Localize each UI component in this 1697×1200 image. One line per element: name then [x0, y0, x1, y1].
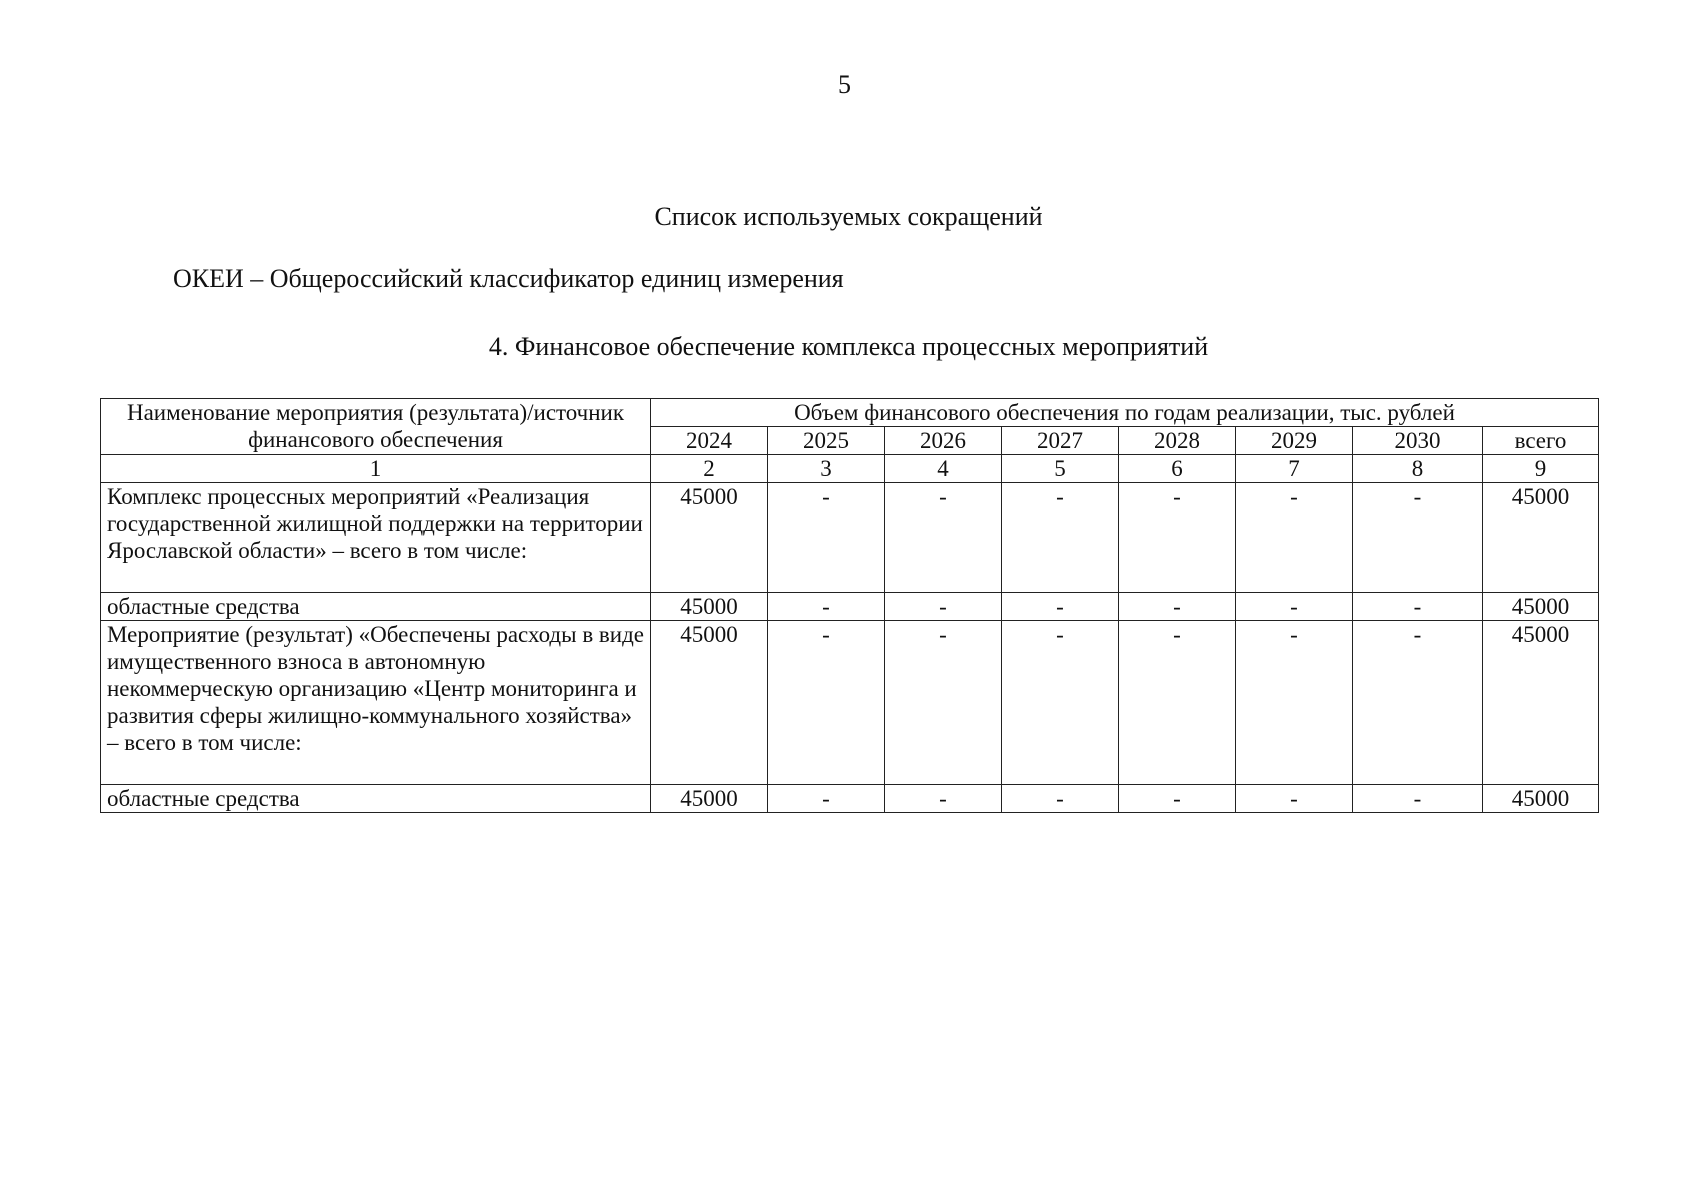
abbreviation-okei: ОКЕИ – Общероссийский классификатор единиц измерения: [173, 264, 844, 293]
row-name: областные средства: [101, 593, 651, 621]
abbreviations-title: Список используемых сокращений: [654, 202, 1043, 231]
total-cell: 45000: [1483, 621, 1599, 785]
column-number: 9: [1483, 455, 1599, 483]
value-cell: -: [885, 593, 1002, 621]
row-name: Мероприятие (результат) «Обеспечены расходы в виде имущественного взноса в автономную некоммерческую организацию «Центр мониторинга и развития сферы жилищно-коммунального хозяйства» – всего в том числе:: [101, 621, 651, 785]
table-row: [101, 483, 1599, 593]
total-header: всего: [1483, 427, 1599, 455]
value-cell: -: [1002, 621, 1119, 785]
column-number: 2: [651, 455, 768, 483]
value-cell: -: [1236, 483, 1353, 593]
value-cell: -: [768, 483, 885, 593]
value-cell: -: [768, 621, 885, 785]
value-cell: -: [1119, 483, 1236, 593]
table-row: [101, 621, 1599, 785]
value-cell: -: [1353, 593, 1483, 621]
value-cell: -: [885, 483, 1002, 593]
year-header: 2024: [651, 427, 768, 455]
column-number: 1: [101, 455, 651, 483]
column-number: 5: [1002, 455, 1119, 483]
row-name: Комплекс процессных мероприятий «Реализация государственной жилищной поддержки на территории Ярославской области» – всего в том числе:: [101, 483, 651, 593]
value-cell: -: [1236, 785, 1353, 813]
year-header: 2025: [768, 427, 885, 455]
column-number: 4: [885, 455, 1002, 483]
value-cell: -: [1002, 785, 1119, 813]
value-cell: -: [768, 593, 885, 621]
column-number: 8: [1353, 455, 1483, 483]
column-number: 3: [768, 455, 885, 483]
value-cell: 45000: [651, 593, 768, 621]
year-header: 2030: [1353, 427, 1483, 455]
value-cell: -: [1119, 621, 1236, 785]
year-header: 2029: [1236, 427, 1353, 455]
section-title: 4. Финансовое обеспечение комплекса процессных мероприятий: [488, 332, 1209, 361]
total-cell: 45000: [1483, 483, 1599, 593]
value-cell: -: [1236, 621, 1353, 785]
total-cell: 45000: [1483, 593, 1599, 621]
header-name-cell: Наименование мероприятия (результата)/источник финансового обеспечения: [101, 399, 651, 455]
value-cell: 45000: [651, 621, 768, 785]
value-cell: -: [1119, 593, 1236, 621]
value-cell: -: [885, 785, 1002, 813]
value-cell: -: [885, 621, 1002, 785]
row-name: областные средства: [101, 785, 651, 813]
value-cell: -: [1353, 785, 1483, 813]
year-header: 2027: [1002, 427, 1119, 455]
value-cell: -: [1353, 483, 1483, 593]
table-row: [101, 593, 1599, 621]
table-row: [101, 785, 1599, 813]
year-header: 2026: [885, 427, 1002, 455]
header-volume-cell: Объем финансового обеспечения по годам реализации, тыс. рублей: [651, 399, 1599, 427]
value-cell: -: [1002, 483, 1119, 593]
total-cell: 45000: [1483, 785, 1599, 813]
year-header: 2028: [1119, 427, 1236, 455]
value-cell: -: [768, 785, 885, 813]
page-number: 5: [838, 70, 851, 99]
value-cell: -: [1002, 593, 1119, 621]
value-cell: 45000: [651, 483, 768, 593]
value-cell: -: [1353, 621, 1483, 785]
value-cell: 45000: [651, 785, 768, 813]
column-number: 6: [1119, 455, 1236, 483]
value-cell: -: [1236, 593, 1353, 621]
value-cell: -: [1119, 785, 1236, 813]
financing-table: [100, 398, 1599, 813]
column-number: 7: [1236, 455, 1353, 483]
